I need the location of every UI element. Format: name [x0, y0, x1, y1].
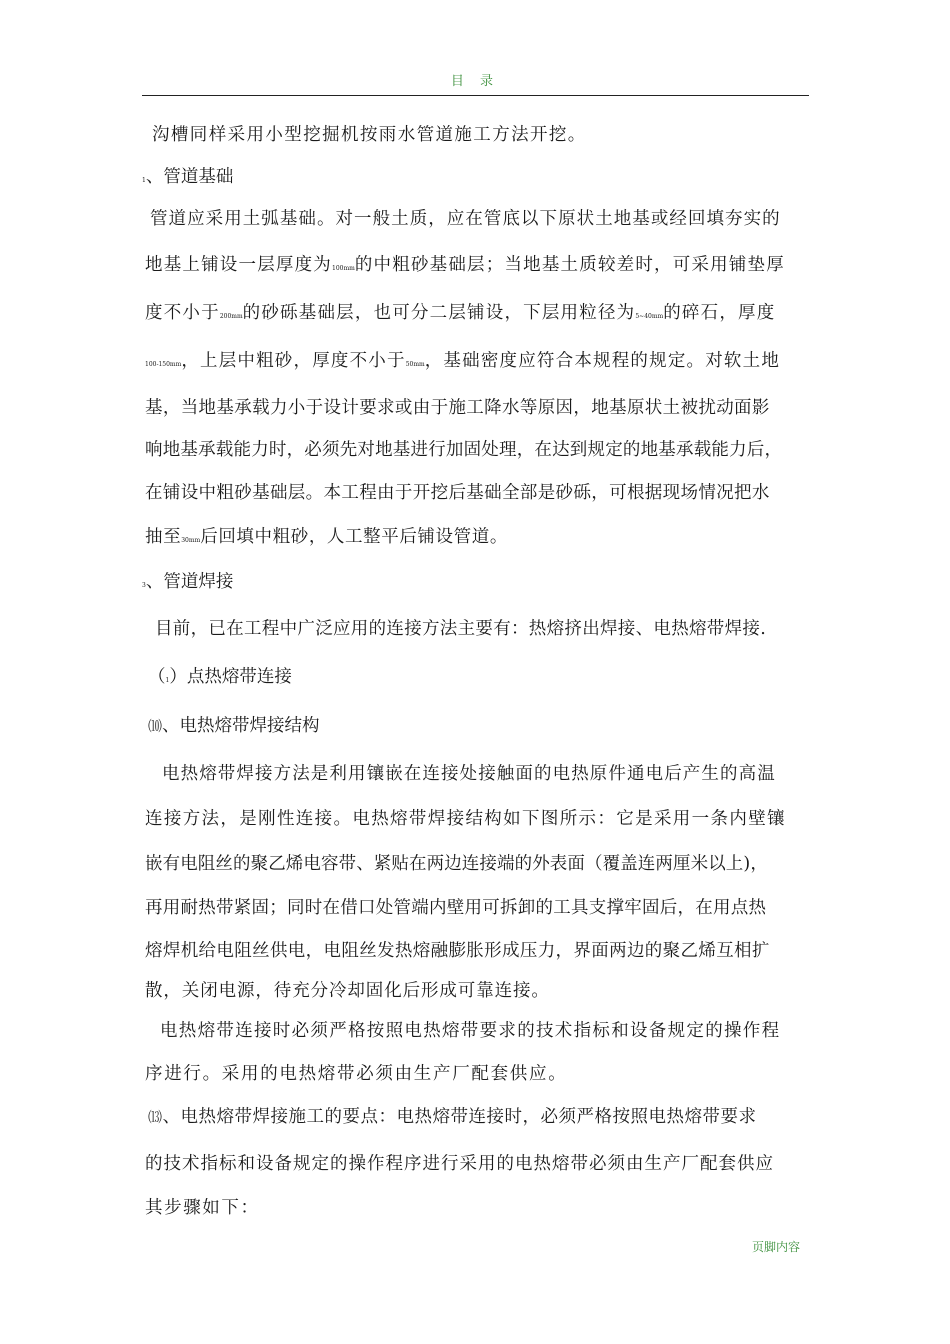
inline-measurement: 100mm — [332, 265, 355, 272]
section-title: 、管道基础 — [145, 167, 234, 187]
section-number: 1 — [142, 177, 146, 184]
text-run: （ — [148, 667, 166, 687]
header-divider — [142, 95, 809, 96]
paragraph-line — [145, 302, 775, 328]
page-footer: 页脚内容 — [752, 1240, 801, 1254]
text-run: ，上层中粗砂，厚度不小于 — [181, 351, 406, 371]
paragraph-line: 沟槽同样采用小型挖掘机按雨水管道施工方法开挖。 — [152, 125, 587, 145]
paragraph-line: 其步骤如下： — [145, 1198, 260, 1218]
text-run: 度不小于 — [145, 303, 220, 323]
paragraph-line: 再用耐热带紧固；同时在借口处管端内壁用可拆卸的工具支撑牢固后，在用点热 — [145, 898, 767, 918]
item-marker: ⒀ — [148, 1110, 163, 1126]
paragraph-line: 基，当地基承载力小于设计要求或由于施工降水等原因，地基原状土被扰动面影 — [145, 398, 770, 418]
item-heading-structure — [148, 715, 320, 738]
paragraph-line — [145, 350, 780, 376]
paragraph-line: 的技术指标和设备规定的操作程序进行采用的电热熔带必须由生产厂配套供应 — [145, 1154, 774, 1174]
paragraph-line: 在铺设中粗砂基础层。本工程由于开挖后基础全部是砂砾，可根据现场情况把水 — [145, 483, 770, 503]
paragraph-line — [145, 254, 785, 280]
item-marker: ⑽ — [148, 719, 162, 735]
paragraph-line: 散，关闭电源，待充分冷却固化后形成可靠连接。 — [145, 981, 550, 1001]
text-run: 后回填中粗砂，人工整平后铺设管道。 — [200, 527, 508, 547]
item-heading-key-points — [148, 1106, 757, 1129]
paragraph-line: 电热熔带焊接方法是利用镶嵌在连接处接触面的电热原件通电后产生的高温 — [162, 764, 776, 784]
paragraph-line: 目前，已在工程中广泛应用的连接方法主要有：热熔挤出焊接、电热熔带焊接. — [155, 619, 767, 639]
paragraph-line: 熔焊机给电阻丝供电，电阻丝发热熔融膨胀形成压力，界面两边的聚乙烯互相扩 — [145, 941, 770, 961]
text-run: ，基础密度应符合本规程的规定。对软土地 — [424, 351, 781, 371]
inline-measurement: 100-150mm — [145, 361, 182, 368]
paragraph-line: 管道应采用土弧基础。对一般土质，应在管底以下原状土地基或经回填夯实的 — [150, 209, 781, 229]
paragraph-line: 连接方法，是刚性连接。电热熔带焊接结构如下图所示：它是采用一条内壁镶 — [145, 809, 786, 829]
paragraph-line: 嵌有电阻丝的聚乙烯电容带、紧贴在两边连接端的外表面（覆盖连两厘米以上)， — [145, 854, 768, 874]
paragraph-line — [145, 526, 508, 552]
text-run: 抽至 — [145, 527, 182, 547]
section-number: 3 — [142, 582, 146, 589]
subsection-heading — [148, 666, 292, 692]
section-heading-welding — [142, 571, 233, 597]
paragraph-line: 电热熔带连接时必须严格按照电热熔带要求的技术指标和设备规定的操作程 — [160, 1021, 781, 1041]
section-heading-foundation — [142, 166, 233, 192]
text-run: 的碎石，厚度 — [663, 303, 776, 323]
text-run: 、电热熔带焊接结构 — [162, 716, 320, 736]
text-run: 、电热熔带焊接施工的要点：电热熔带连接时，必须严格按照电热熔带要求 — [162, 1107, 757, 1127]
text-run: 的中粗砂基础层；当地基土质较差时，可采用铺垫厚 — [354, 255, 785, 275]
subsection-number: 1 — [165, 677, 170, 684]
paragraph-line: 序进行。采用的电热熔带必须由生产厂配套供应。 — [145, 1064, 568, 1084]
text-run: 的砂砾基础层，也可分二层铺设，下层用粒径为 — [242, 303, 636, 323]
paragraph-line: 响地基承载能力时，必须先对地基进行加固处理，在达到规定的地基承载能力后， — [145, 440, 783, 460]
inline-measurement: 30mm — [181, 537, 201, 544]
inline-measurement: 5~40mm — [635, 313, 664, 320]
text-run: ）点热熔带连接 — [169, 667, 292, 687]
inline-measurement: 200mm — [219, 313, 243, 320]
text-run: 地基上铺设一层厚度为 — [145, 255, 332, 275]
page-header-title: 目 录 — [450, 74, 500, 89]
inline-measurement: 50mm — [405, 361, 425, 368]
section-title: 、管道焊接 — [145, 572, 234, 592]
